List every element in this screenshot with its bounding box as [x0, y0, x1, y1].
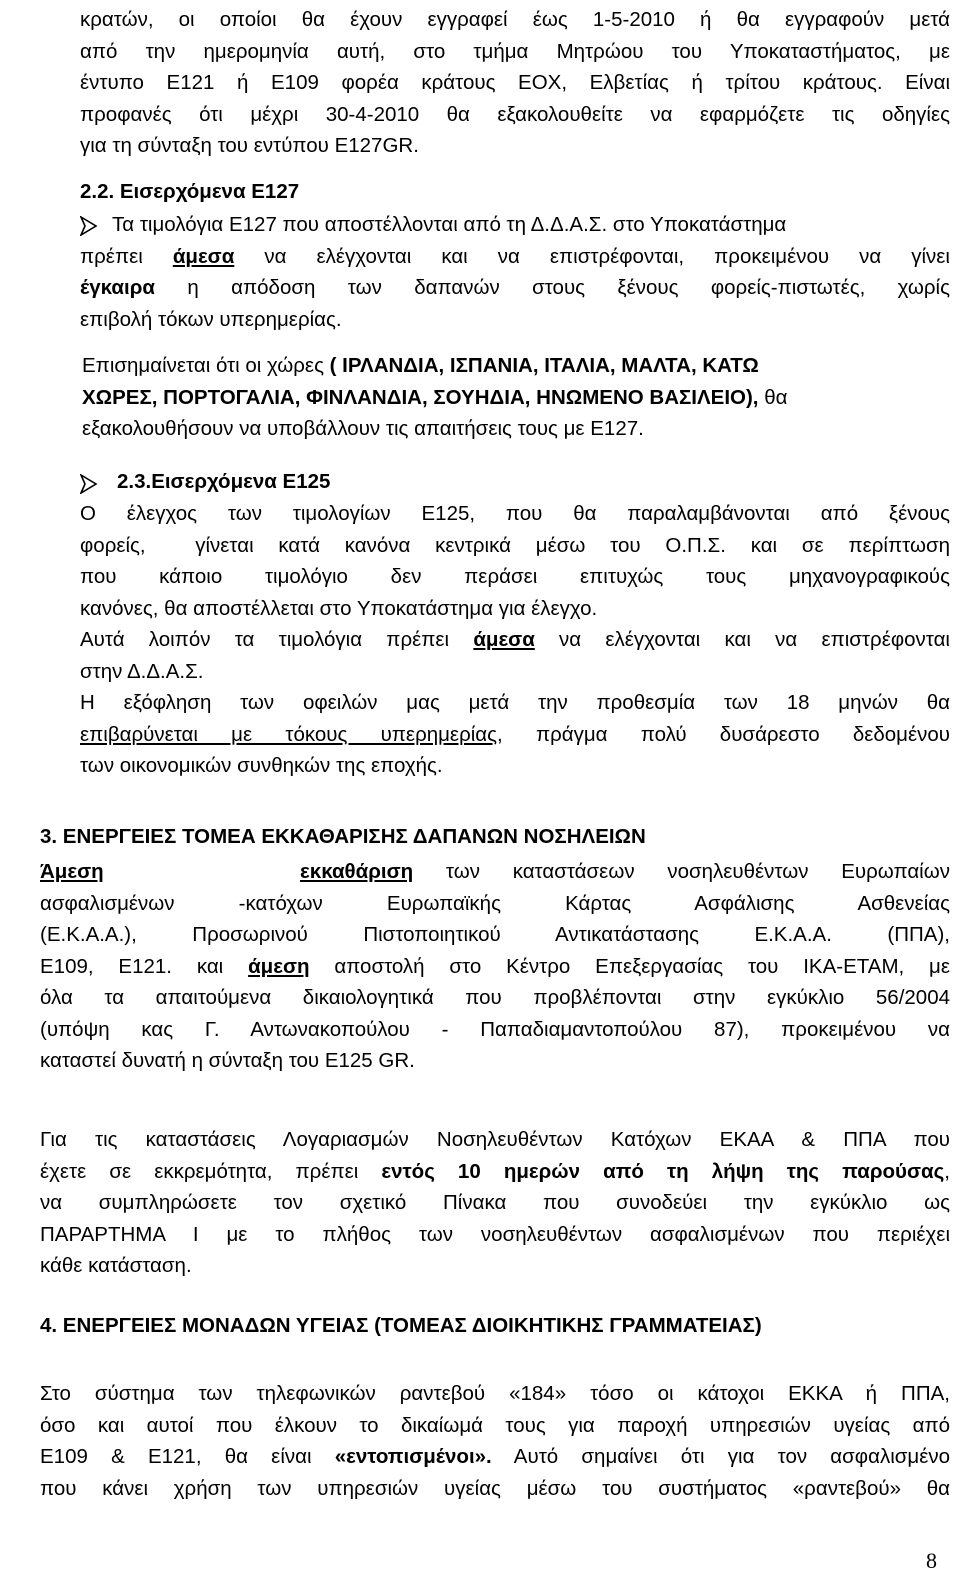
intro-paragraph — [80, 4, 950, 162]
arrow-bullet-icon — [80, 474, 102, 494]
text-line: Η εξόφληση των οφειλών μας μετά την προθεσμία των 18 μηνών θα — [80, 691, 950, 714]
text-line: φορείς, γίνεται κατά κανόνα κεντρικά μέσω του Ο.Π.Σ. και σε περίπτωση — [80, 533, 950, 557]
emphasis-amesa: άμεσα — [473, 628, 535, 651]
section-2-2-heading: 2.2. Εισερχόμενα Ε127 — [80, 180, 300, 203]
emphasis-egkaira: έγκαιρα — [80, 276, 155, 299]
text-line: εξακολουθήσουν να υποβάλλουν τις απαιτήσεις τους με Ε127. — [82, 417, 644, 440]
text-line: (Ε.Κ.Α.Α.), Προσωρινού Πιστοποιητικού Αντικατάστασης Ε.Κ.Α.Α. (ΠΠΑ), — [40, 923, 950, 946]
text-line: Τα τιμολόγια Ε127 που αποστέλλονται από τη Δ.Δ.Α.Σ. στο Υποκατάστημα — [112, 213, 787, 236]
section-3-paragraph-2 — [40, 1124, 950, 1282]
text-line: (υπόψη κας Γ. Αντωνακοπούλου - Παπαδιαμαντοπούλου 87), προκειμένου να — [40, 1017, 950, 1041]
text-line: Στο σύστημα των τηλεφωνικών ραντεβού «184» τόσο οι κάτοχοι ΕΚΚΑ ή ΠΠΑ, — [40, 1382, 950, 1405]
text-line: Για τις καταστάσεις Λογαριασμών Νοσηλευθέντων Κατόχων ΕΚΑΑ & ΠΠΑ που — [40, 1128, 950, 1151]
section-3-paragraph-1 — [40, 856, 950, 1077]
text-line: έντυπο Ε121 ή Ε109 φορέα κράτους ΕΟΧ, Ελβετίας ή τρίτου κράτους. Είναι — [80, 71, 950, 94]
underlined-phrase: επιβαρύνεται με τόκους υπερημερίας — [80, 722, 498, 746]
countries-note — [82, 350, 952, 445]
text-line: επιβολή τόκων υπερημερίας. — [80, 307, 342, 331]
text-line: Ε109 & Ε121, θα είναι «εντοπισμένοι». Αυτό σημαίνει ότι για τον ασφαλισμένο — [40, 1445, 950, 1468]
section-4-heading: 4. ΕΝΕΡΓΕΙΕΣ ΜΟΝΑΔΩΝ ΥΓΕΙΑΣ (ΤΟΜΕΑΣ ΔΙΟΙΚΗΤΙΚΗΣ ΓΡΑΜΜΑΤΕΙΑΣ) — [40, 1314, 762, 1337]
text-line: Άμεση εκκαθάριση των καταστάσεων νοσηλευθέντων Ευρωπαίων — [40, 860, 950, 883]
section-2-2-bullet-text — [80, 209, 950, 335]
text-line: όσο και αυτοί που έλκουν το δικαίωμά τους για παροχή υπηρεσιών υγείας από — [40, 1413, 950, 1437]
text-line: όλα τα απαιτούμενα δικαιολογητικά που προβλέπονται στην εγκύκλιο 56/2004 — [40, 986, 950, 1009]
text-line: έγκαιρα η απόδοση των δαπανών στους ξένους φορείς-πιστωτές, χωρίς — [80, 276, 950, 299]
text-line: στην Δ.Δ.Α.Σ. — [80, 659, 204, 683]
text-line: πρέπει άμεσα να ελέγχονται και να επιστρέφονται, προκειμένου να γίνει — [80, 244, 950, 268]
text-line: να συμπληρώσετε τον σχετικό Πίνακα που συνοδεύει την εγκύκλιο ως — [40, 1191, 950, 1214]
text-line: Επισημαίνεται ότι οι χώρες ( ΙΡΛΑΝΔΙΑ, ΙΣΠΑΝΙΑ, ΙΤΑΛΙΑ, ΜΑΛΤΑ, ΚΑΤΩ — [82, 354, 759, 377]
text-line: ασφαλισμένων -κατόχων Ευρωπαϊκής Κάρτας Ασφάλισης Ασθενείας — [40, 891, 950, 915]
section-2-3-heading: 2.3.Εισερχόμενα Ε125 — [117, 470, 331, 493]
text-line: που κάνει χρήση των υπηρεσιών υγείας μέσω του συστήματος «ραντεβού» θα — [40, 1476, 950, 1500]
text-line: Ο έλεγχος των τιμολογίων Ε125, που θα παραλαμβάνονται από ξένους — [80, 502, 950, 525]
text-line: Ε109, Ε121. και άμεση αποστολή στο Κέντρο Επεξεργασίας του ΙΚΑ-ΕΤΑΜ, με — [40, 954, 950, 978]
text-line: κανόνες, θα αποστέλλεται στο Υποκατάστημα για έλεγχο. — [80, 596, 598, 620]
section-3-heading: 3. ΕΝΕΡΓΕΙΕΣ ΤΟΜΕΑ ΕΚΚΑΘΑΡΙΣΗΣ ΔΑΠΑΝΩΝ ΝΟΣΗΛΕΙΩΝ — [40, 825, 646, 848]
text-line: καταστεί δυνατή η σύνταξη του Ε125 GR. — [40, 1049, 415, 1072]
text-line: κρατών, οι οποίοι θα έχουν εγγραφεί έως 1-5-2010 ή θα εγγραφούν μετά — [80, 8, 950, 31]
emphasis-amesa: άμεσα — [172, 244, 235, 268]
page-number: 8 — [926, 1548, 937, 1573]
text-line: ΧΩΡΕΣ, ΠΟΡΤΟΓΑΛΙΑ, ΦΙΝΛΑΝΔΙΑ, ΣΟΥΗΔΙΑ, ΗΝΩΜΕΝΟ ΒΑΣΙΛΕΙΟ), θα — [82, 385, 788, 409]
text-line: Αυτά λοιπόν τα τιμολόγια πρέπει άμεσα να ελέγχονται και να επιστρέφονται — [80, 628, 950, 651]
text-line: από την ημερομηνία αυτή, στο τμήμα Μητρώου του Υποκαταστήματος, με — [80, 39, 950, 63]
text-line: έχετε σε εκκρεμότητα, πρέπει εντός 10 ημερών από τη λήψη της παρούσας, — [40, 1159, 950, 1183]
section-2-3-body — [80, 498, 950, 782]
section-4-paragraph — [40, 1378, 950, 1504]
text-line: για τη σύνταξη του εντύπου Ε127GR. — [80, 134, 419, 157]
text-line: των οικονομικών συνθηκών της εποχής. — [80, 754, 443, 777]
text-line: που κάποιο τιμολόγιο δεν περάσει επιτυχώς τους μηχανογραφικούς — [80, 565, 950, 588]
text-line: κάθε κατάσταση. — [40, 1254, 192, 1277]
text-line: ΠΑΡΑΡΤΗΜΑ Ι με το πλήθος των νοσηλευθέντων ασφαλισμένων που περιέχει — [40, 1222, 950, 1246]
emphasis-amesh: άμεση — [248, 954, 310, 978]
text-line: επιβαρύνεται με τόκους υπερημερίας, πράγμα πολύ δυσάρεστο δεδομένου — [80, 722, 950, 746]
text-line: προφανές ότι μέχρι 30-4-2010 θα εξακολουθείτε να εφαρμόζετε τις οδηγίες — [80, 102, 950, 126]
